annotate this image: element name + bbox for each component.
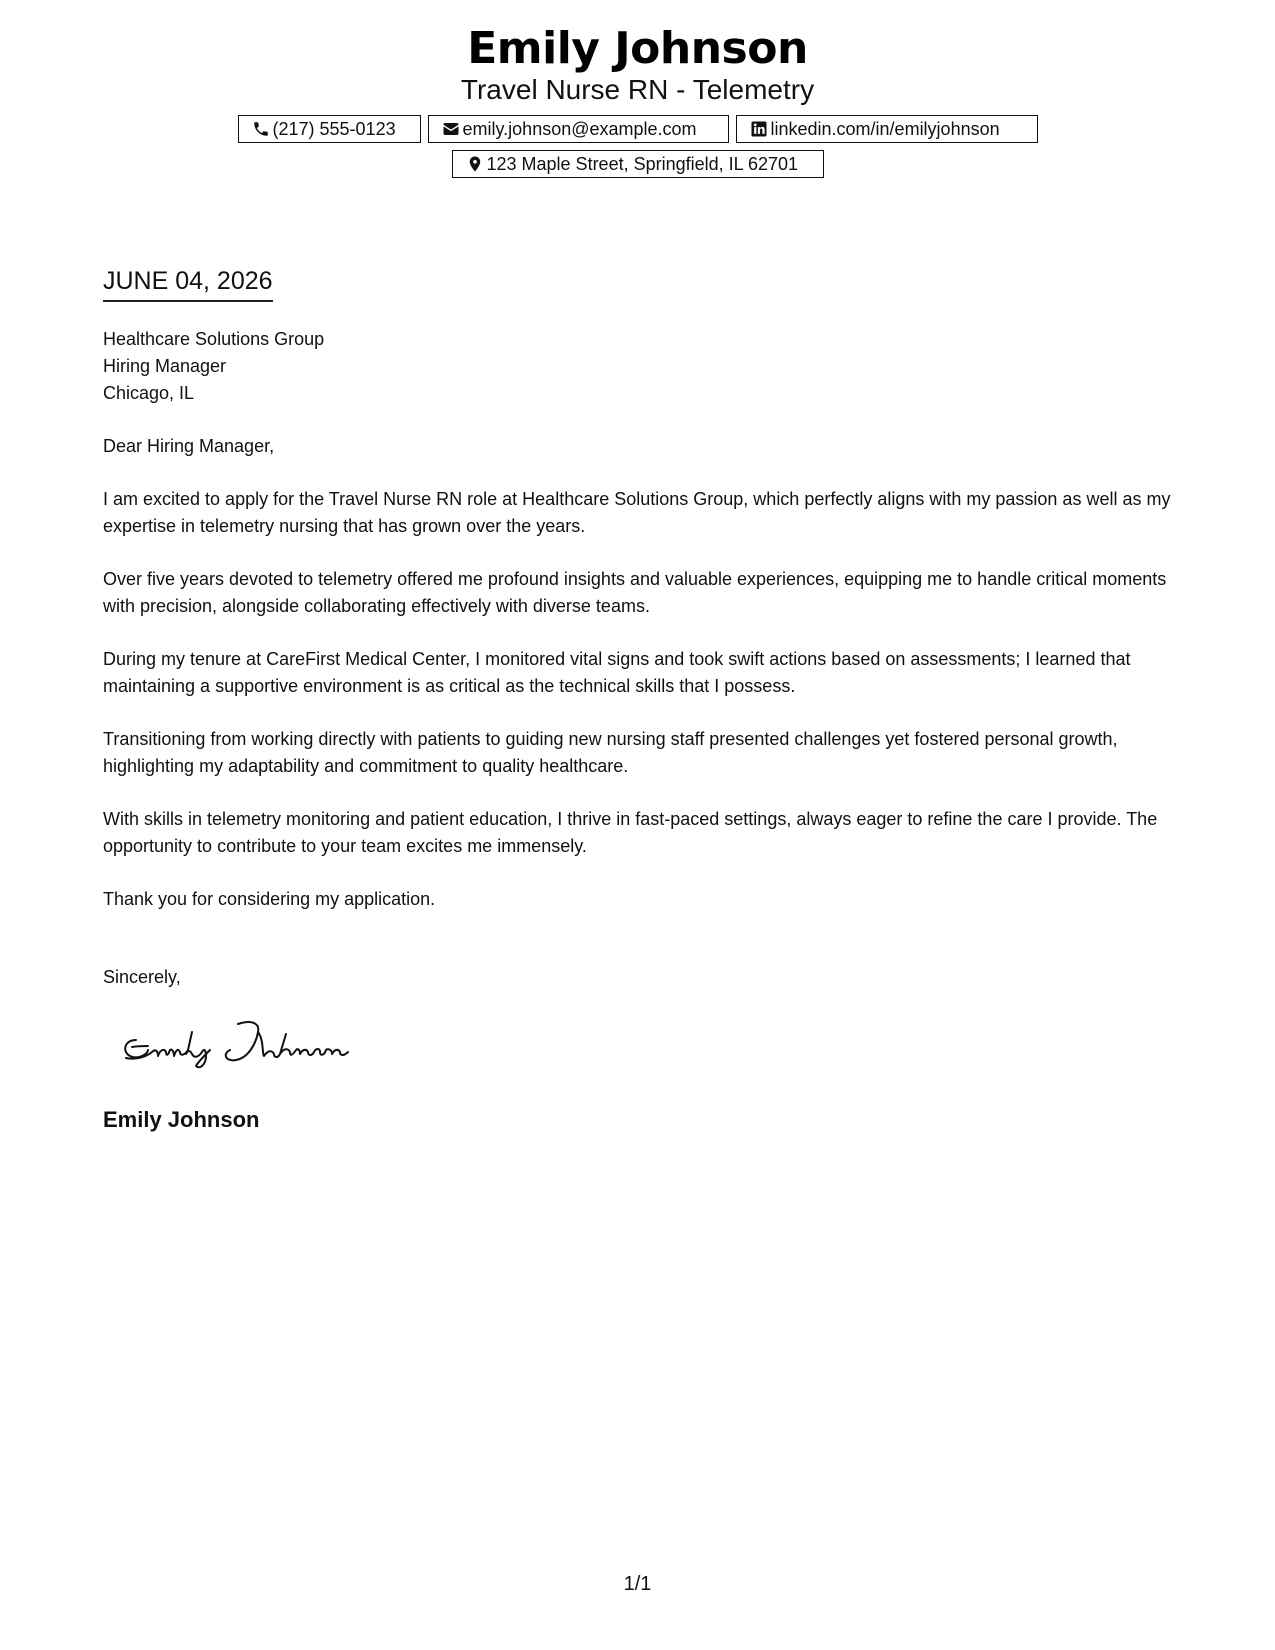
paragraph-tenure: During my tenure at CareFirst Medical Center, I monitored vital signs and took swift actions based on assessments; I learned that maintaining a supportive environment is as critical as the technical skills that I possess.	[103, 649, 1131, 696]
recipient-location: Chicago, IL	[103, 383, 195, 403]
recipient-role: Hiring Manager	[103, 356, 227, 376]
signer-name: Emily Johnson	[103, 1107, 260, 1132]
handwritten-signature	[118, 1010, 358, 1072]
letter-date: JUNE 04, 2026	[103, 266, 273, 302]
job-title: Travel Nurse RN - Telemetry	[460, 74, 815, 105]
contact-address[interactable]	[452, 150, 824, 178]
paragraph-intro: I am excited to apply for the Travel Nurse RN role at Healthcare Solutions Group, which perfectly aligns with my passion as well as my expertise in telemetry nursing that has grown over the years.	[103, 489, 1171, 536]
contact-phone[interactable]	[238, 115, 421, 143]
envelope-icon	[442, 120, 460, 138]
paragraph-thanks: Thank you for considering my application.	[103, 889, 436, 909]
linkedin-icon	[750, 120, 768, 138]
letter-body	[103, 433, 1183, 939]
paragraph-growth: Transitioning from working directly with patients to guiding new nursing staff presented challenges yet fostered personal growth, highlighting my adaptability and commitment to quality healthcare.	[103, 729, 1118, 776]
closing: Sincerely,	[103, 967, 181, 987]
contact-list	[218, 115, 1058, 178]
phone-icon	[252, 120, 270, 138]
recipient-company: Healthcare Solutions Group	[103, 329, 325, 349]
address-text: 123 Maple Street, Springfield, IL 62701	[486, 154, 799, 174]
recipient-block	[103, 326, 324, 407]
linkedin-text: linkedin.com/in/emilyjohnson	[770, 119, 1000, 139]
applicant-name: Emily Johnson	[467, 23, 808, 74]
phone-text: (217) 555-0123	[272, 119, 396, 139]
paragraph-experience: Over five years devoted to telemetry offered me profound insights and valuable experiences, equipping me to handle critical moments with precision, alongside collaborating effectively with diverse teams.	[103, 569, 1167, 616]
letter-header	[0, 22, 1275, 178]
contact-email[interactable]	[428, 115, 729, 143]
page-number: 1/1	[623, 1573, 652, 1595]
email-text: emily.johnson@example.com	[462, 119, 697, 139]
contact-linkedin[interactable]	[736, 115, 1038, 143]
greeting: Dear Hiring Manager,	[103, 436, 275, 456]
paragraph-skills: With skills in telemetry monitoring and patient education, I thrive in fast-paced settings, always eager to refine the care I provide. The opportunity to contribute to your team excites me immensely.	[103, 809, 1158, 856]
map-marker-icon	[466, 155, 484, 173]
